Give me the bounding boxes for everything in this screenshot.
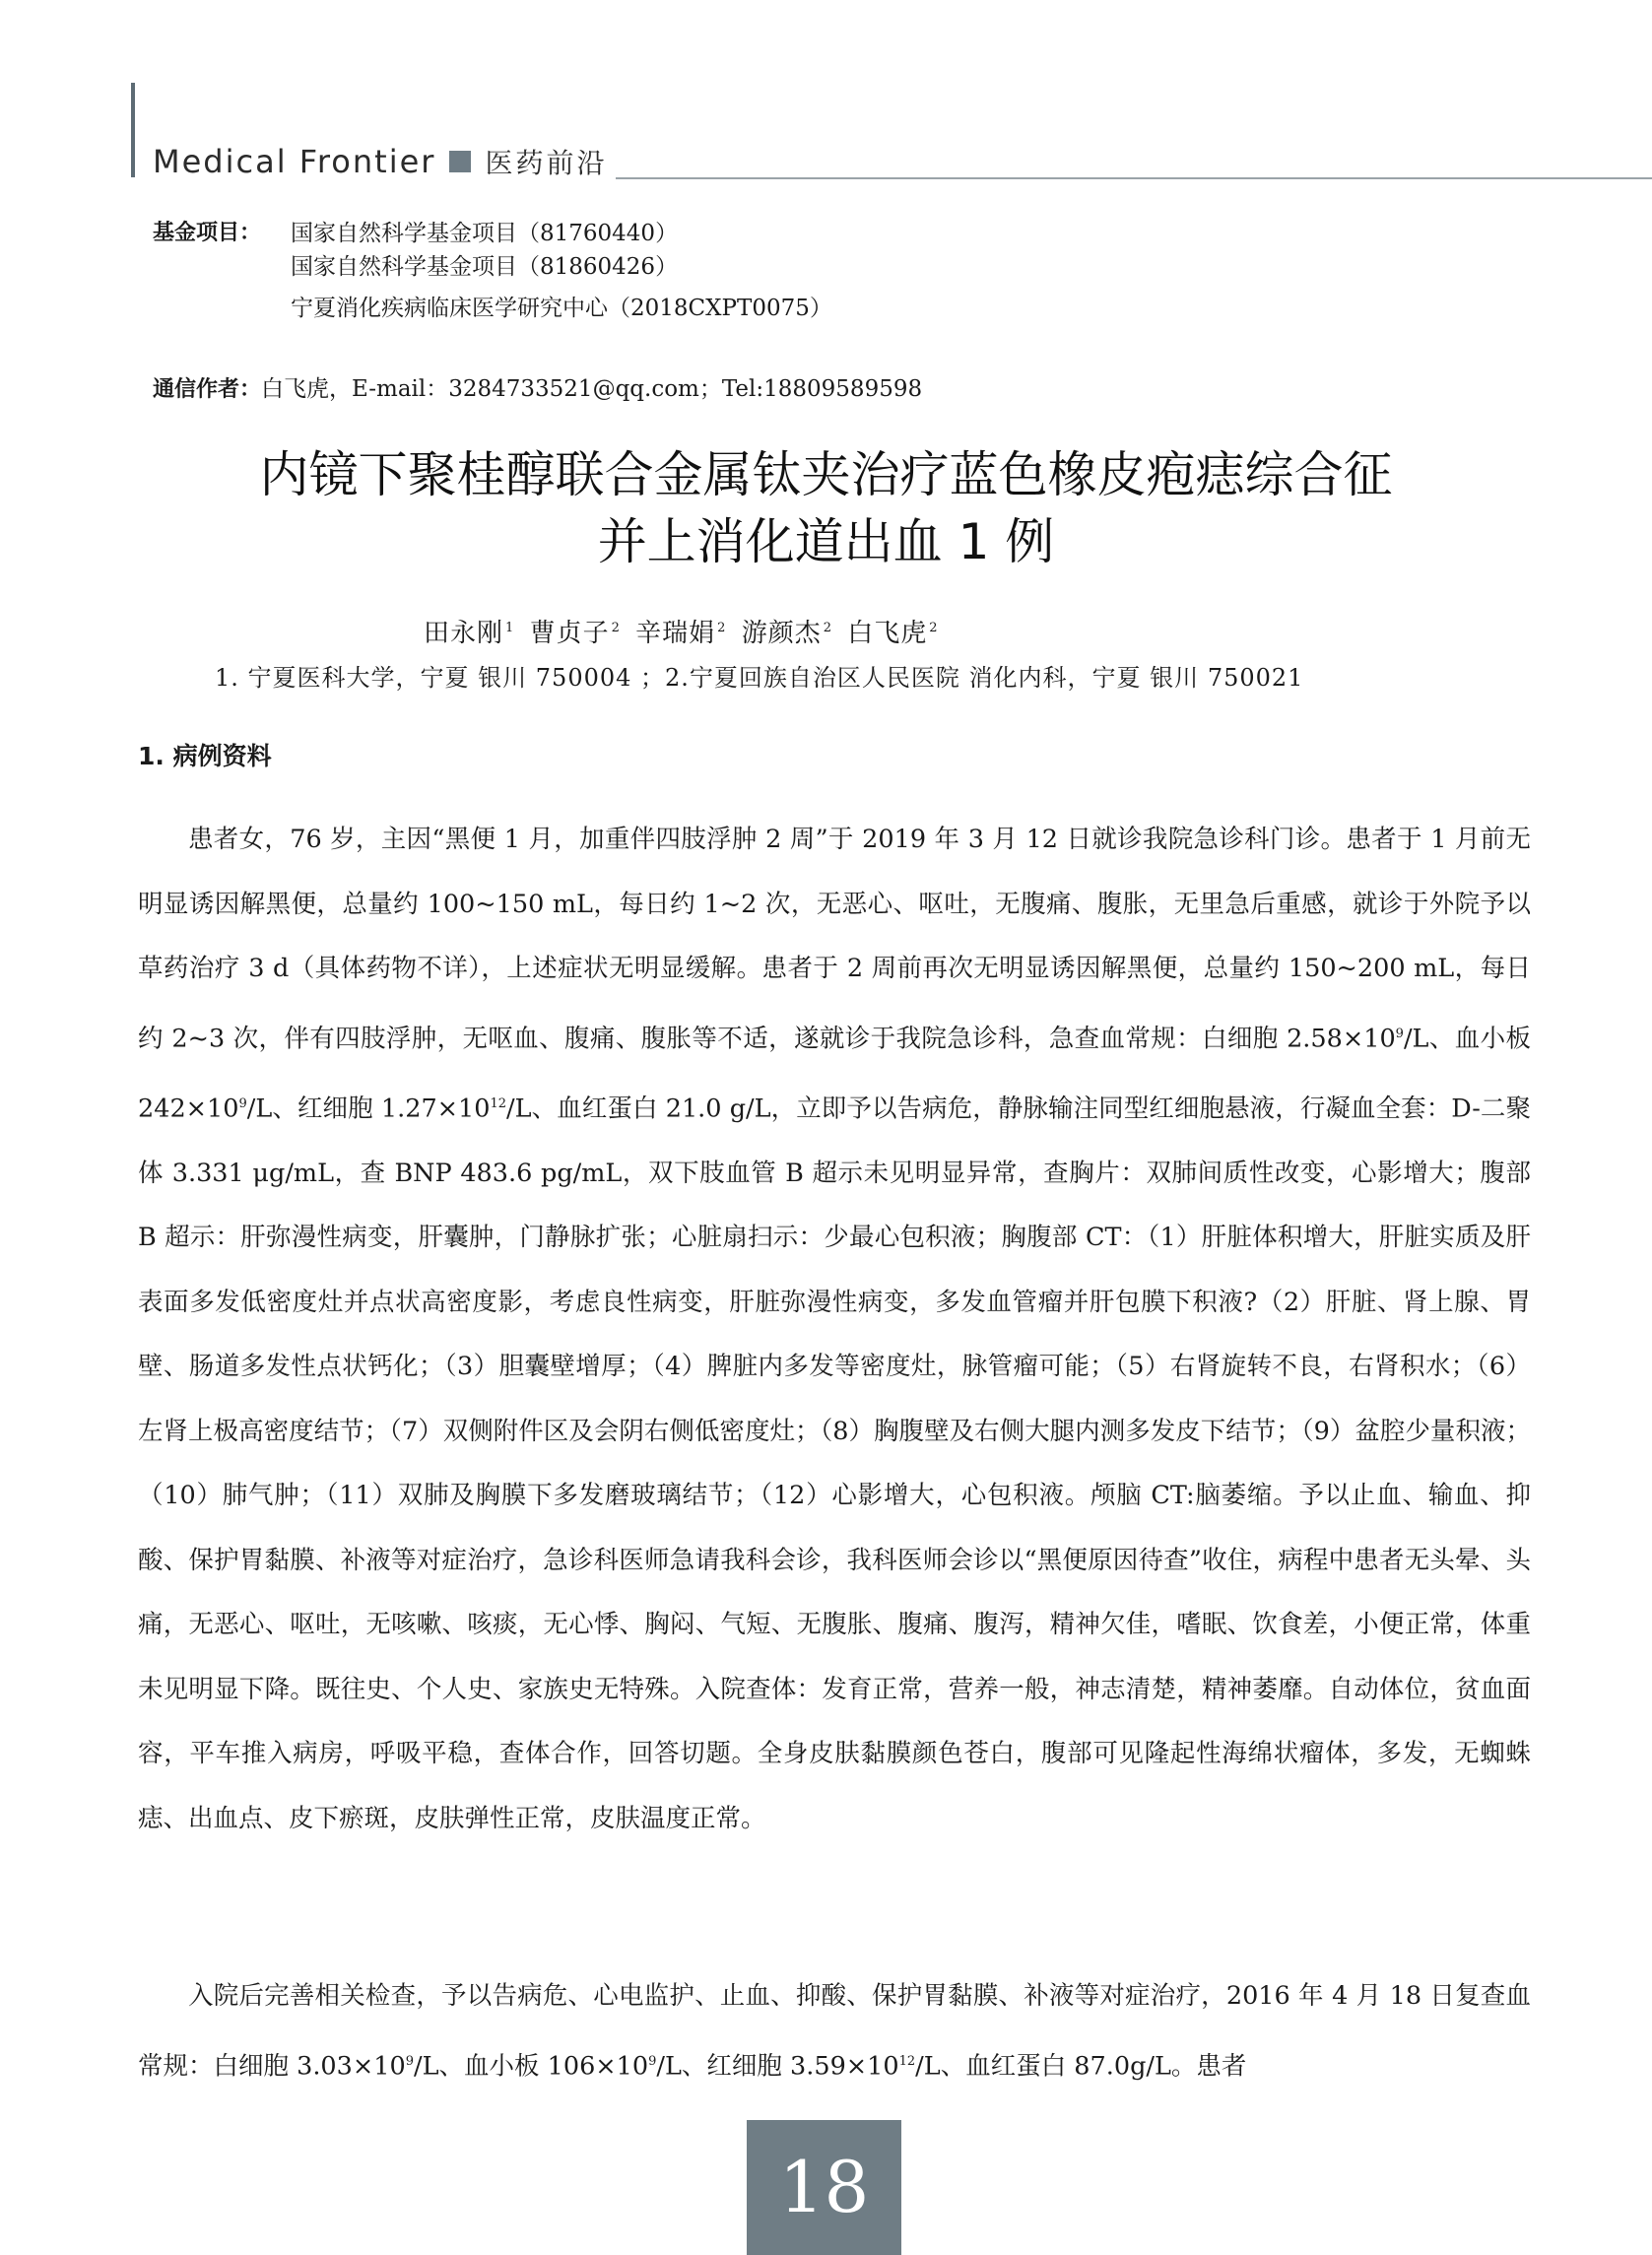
section-heading: 1. 病例资料 xyxy=(138,742,272,770)
body-paragraph: 入院后完善相关检查，予以告病危、心电监护、止血、抑酸、保护胃黏膜、补液等对症治疗，2016 年 4 月 18 日复查血常规：白细胞 $3.03\times 10^9/L$、血小板 $106\times 10^9/L$、红细胞 $3.59\times 10^{12}/L$、血红蛋白 87.0g/L。患者 xyxy=(138,1981,1531,2081)
author-list xyxy=(424,613,945,649)
journal-name-en: Medical Frontier xyxy=(153,143,436,180)
title-line: 内镜下聚桂醇联合金属钛夹治疗蓝色橡皮疱痣综合征 xyxy=(259,446,1393,503)
funding-item: 宁夏消化疾病临床医学研究中心（2018CXPT0075） xyxy=(291,296,832,321)
funding-block xyxy=(153,217,832,325)
author-name: 辛瑞娟 xyxy=(635,619,716,648)
square-icon xyxy=(449,151,471,172)
article-title xyxy=(0,441,1652,575)
corresponding-author xyxy=(153,372,922,407)
author-name: 白飞虎 xyxy=(847,619,928,648)
corresponding-label: 通信作者： xyxy=(153,377,262,402)
running-head xyxy=(153,142,607,181)
author-name: 田永刚 xyxy=(424,619,504,648)
header-rule xyxy=(616,177,1652,179)
affiliations: 1. 宁夏医科大学，宁夏 银川 750004 ；2.宁夏回族自治区人民医院 消化内科，宁夏 银川 750021 xyxy=(215,664,1304,692)
title-line: 并上消化道出血 1 例 xyxy=(597,513,1055,570)
author-affiliation-mark: 1 xyxy=(505,621,515,636)
journal-name-cn: 医药前沿 xyxy=(485,147,608,179)
author-affiliation-mark: 2 xyxy=(823,621,832,636)
corresponding-text: 白飞虎，E-mail：3284733521@qq.com；Tel:18809589598 xyxy=(261,376,923,402)
funding-item: 国家自然科学基金项目（81860426） xyxy=(291,254,679,280)
author-affiliation-mark: 2 xyxy=(717,621,727,636)
author-affiliation-mark: 2 xyxy=(611,621,621,636)
funding-item: 国家自然科学基金项目（81760440） xyxy=(291,221,679,246)
body-paragraph: 患者女，76 岁，主因“黑便 1 月，加重伴四肢浮肿 2 周”于 2019 年 3 月 12 日就诊我院急诊科门诊。患者于 1 月前无明显诱因解黑便，总量约 100~150 mL，每日约 1~2 次，无恶心、呕吐，无腹痛、腹胀，无里急后重感，就诊于外院予以草药治疗 3 d（具体药物不详），上述症状无明显缓解。患者于 2 周前再次无明显诱因解黑便，总量约 150~200 mL，每日约 2~3 次，伴有四肢浮肿，无呕血、腹痛、腹胀等不适，遂就诊于我院急诊科，急查血常规：白细胞 $2.58\times 10^9/L$、血小板 $242\times 10^9/L$、红细胞 $1.27\times 10^{12}/L$、血红蛋白 21.0 g/L，立即予以告病危，静脉输注同型红细胞悬液，行凝血全套：D-二聚体 3.331 μg/mL，查 BNP 483.6 pg/mL，双下肢血管 B 超示未见明显异常，查胸片：双肺间质性改变，心影增大；腹部 B 超示：肝弥漫性病变，肝囊肿，门静脉扩张；心脏扇扫示：少最心包积液；胸腹部 CT：（1）肝脏体积增大，肝脏实质及肝表面多发低密度灶并点状高密度影，考虑良性病变，肝脏弥漫性病变，多发血管瘤并肝包膜下积液?（2）肝脏、肾上腺、胃壁、肠道多发性点状钙化；（3）胆囊壁增厚；（4）脾脏内多发等密度灶，脉管瘤可能；（5）右肾旋转不良，右肾积水；（6）左肾上极高密度结节；（7）双侧附件区及会阴右侧低密度灶；（8）胸腹壁及右侧大腿内测多发皮下结节；（9）盆腔少量积液；（10）肺气肿；（11）双肺及胸膜下多发磨玻璃结节；（12）心影增大，心包积液。颅脑 CT:脑萎缩。予以止血、输血、抑酸、保护胃黏膜、补液等对症治疗，急诊科医师急请我科会诊，我科医师会诊以“黑便原因待查”收住，病程中患者无头晕、头痛，无恶心、呕吐，无咳嗽、咳痰，无心悸、胸闷、气短、无腹胀、腹痛、腹泻，精神欠佳，嗜眠、饮食差，小便正常，体重未见明显下降。既往史、个人史、家族史无特殊。入院查体：发育正常，营养一般，神志清楚，精神萎靡。自动体位，贫血面容，平车推入病房，呼吸平稳，查体合作，回答切题。全身皮肤黏膜颜色苍白，腹部可见隆起性海绵状瘤体，多发，无蜘蛛痣、出血点、皮下瘀斑，皮肤弹性正常，皮肤温度正常。 xyxy=(138,825,1531,1833)
author-affiliation-mark: 2 xyxy=(929,621,939,636)
author-name: 游颜杰 xyxy=(741,619,822,648)
author-name: 曹贞子 xyxy=(529,619,610,648)
funding-label: 基金项目： xyxy=(153,221,262,245)
header-accent-bar xyxy=(131,83,135,177)
page-number: 18 xyxy=(747,2120,901,2255)
